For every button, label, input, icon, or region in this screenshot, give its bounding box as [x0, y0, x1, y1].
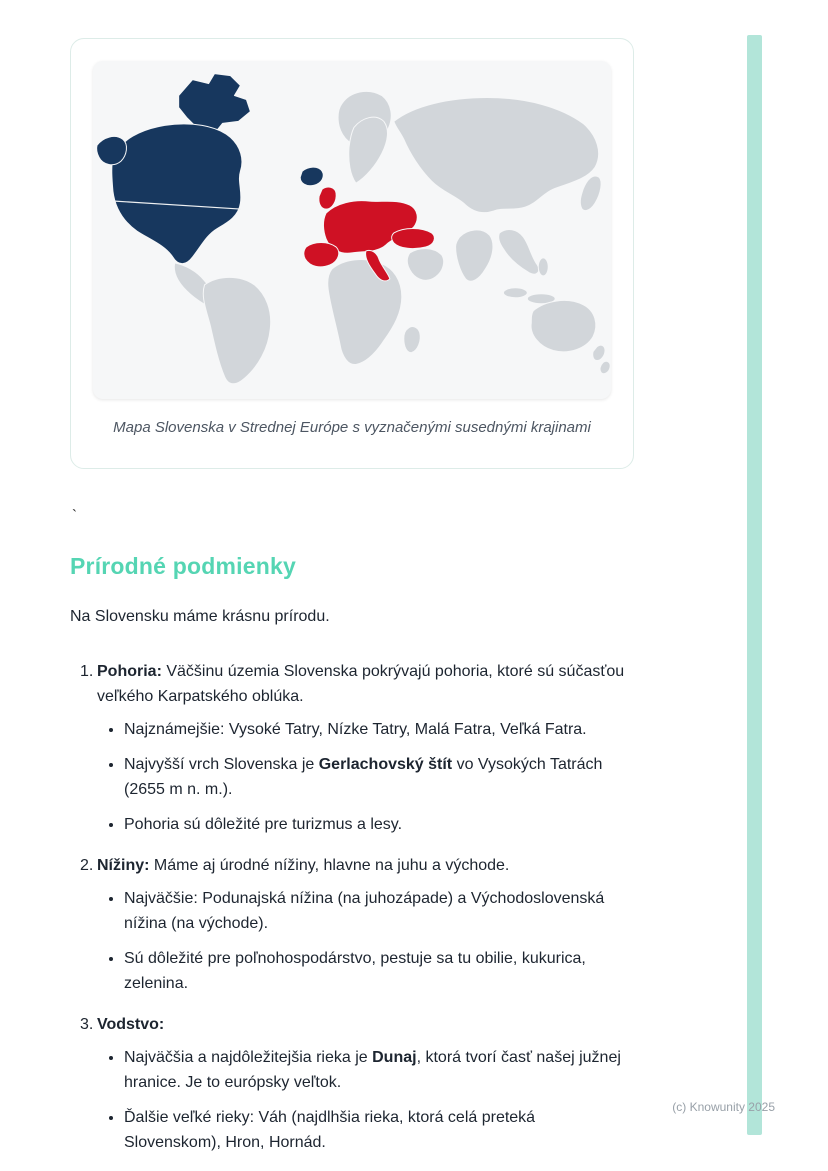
map-region-japan	[580, 176, 601, 211]
section-title: Prírodné podmienky	[70, 553, 296, 579]
map-region-britain	[319, 187, 336, 209]
map-region-arabia	[407, 249, 443, 281]
sub-list	[97, 1045, 634, 1155]
list-lead-bold: Nížiny:	[97, 857, 150, 874]
map-region-indonesia-west	[503, 288, 527, 298]
main-list	[70, 659, 634, 1155]
map-region-africa	[328, 260, 402, 365]
map-region-australia	[531, 300, 596, 351]
copyright-text: (c) Knowunity 2025	[672, 1100, 775, 1114]
bullet-item	[124, 717, 634, 742]
bullet-bold: Dunaj	[372, 1049, 417, 1066]
bullet-item	[124, 946, 634, 996]
map-card	[70, 38, 634, 469]
map-region-north-america	[112, 124, 242, 264]
map-region-iceland	[300, 167, 323, 186]
list-item-niziny	[70, 853, 634, 996]
list-lead-bold: Pohoria:	[97, 663, 162, 680]
bullet-text: Najväčšie: Podunajská nížina (na juhozápade) a Východoslovenská nížina (na východe).	[124, 890, 605, 932]
bullet-text-post: vo Vysokých Tatrách (2655 m n. m.).	[124, 756, 603, 798]
bullet-text: Ďalšie veľké rieky: Váh (najdlhšia rieka, ktorá celá preteká Slovenskom), Hron, Hornád.	[124, 1109, 536, 1151]
list-item-body	[97, 853, 634, 996]
europe-map-frame	[93, 61, 611, 399]
list-number: 2.	[80, 857, 94, 874]
list-item-pohoria	[70, 659, 634, 837]
map-region-new-zealand-south	[600, 361, 610, 373]
list-number: 3.	[80, 1016, 94, 1033]
map-region-scandinavia	[349, 117, 388, 183]
map-region-alaska	[97, 136, 127, 164]
map-region-philippines	[538, 258, 548, 276]
map-region-new-zealand-north	[593, 345, 605, 360]
list-number: 1.	[80, 663, 94, 680]
bullet-item	[124, 1045, 634, 1095]
sub-list	[97, 886, 634, 996]
list-lead-rest: Máme aj úrodné nížiny, hlavne na juhu a východe.	[149, 857, 510, 874]
bullet-text: Najvyšší vrch Slovenska je	[124, 756, 319, 773]
list-item-body	[97, 1012, 634, 1155]
list-lead	[97, 853, 634, 878]
bullet-item	[124, 886, 634, 936]
intro-paragraph: Na Slovensku máme krásnu prírodu.	[70, 608, 330, 625]
world-map-svg	[93, 61, 611, 399]
map-region-asia	[394, 98, 599, 213]
bullet-text: Pohoria sú dôležité pre turizmus a lesy.	[124, 816, 403, 833]
stray-backtick: `	[72, 507, 77, 524]
list-item-body	[97, 659, 634, 837]
list-lead	[97, 1012, 634, 1037]
bullet-bold: Gerlachovský štít	[318, 756, 453, 773]
map-region-india	[456, 230, 493, 281]
bullet-text-post: , ktorá tvorí časť našej južnej hranice. Je to európsky veľtok.	[124, 1049, 621, 1091]
bullet-item	[124, 752, 634, 802]
bullet-text: Najväčšia a najdôležitejšia rieka je	[124, 1049, 373, 1066]
map-caption: Mapa Slovenska v Strednej Európe s vyznačenými susednými krajinami	[113, 419, 591, 436]
map-region-indochina	[499, 230, 539, 275]
bullet-text: Najznámejšie: Vysoké Tatry, Nízke Tatry, Malá Fatra, Veľká Fatra.	[124, 721, 587, 738]
map-region-madagascar	[404, 327, 420, 353]
list-lead	[97, 659, 634, 709]
bullet-item	[124, 812, 634, 837]
document-content	[70, 38, 634, 1171]
bullet-item	[124, 1105, 634, 1155]
list-lead-rest: Väčšinu územia Slovenska pokrývajú pohoria, ktoré sú súčasťou veľkého Karpatského oblúka.	[97, 663, 625, 705]
map-region-south-america	[203, 277, 270, 383]
list-item-vodstvo	[70, 1012, 634, 1155]
map-region-turkey	[392, 229, 435, 249]
list-lead-bold: Vodstvo:	[97, 1016, 165, 1033]
bullet-text: Sú dôležité pre poľnohospodárstvo, pestuje sa tu obilie, kukurica, zelenina.	[124, 950, 586, 992]
map-region-iberia	[304, 242, 339, 266]
vertical-accent-bar	[747, 35, 762, 1135]
sub-list	[97, 717, 634, 837]
